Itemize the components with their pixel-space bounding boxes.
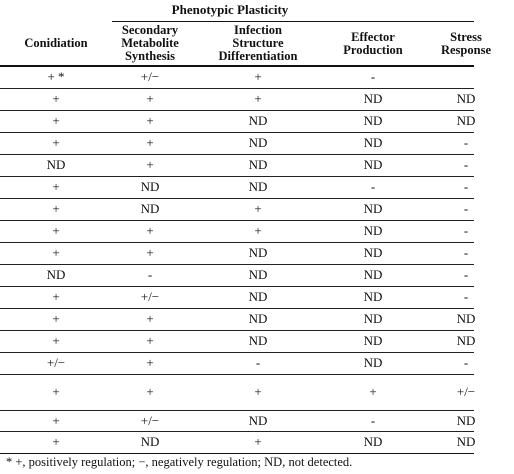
table-cell: ND xyxy=(363,201,383,216)
table-row xyxy=(0,286,474,309)
table-cell: ND xyxy=(363,434,383,449)
table-cell: ND xyxy=(363,91,383,106)
table-cell: + xyxy=(52,384,60,399)
table-cell: ND xyxy=(456,113,476,128)
table-cell: - xyxy=(463,289,469,304)
table-header xyxy=(0,22,491,65)
table-row xyxy=(0,431,474,454)
table-cell: ND xyxy=(456,333,476,348)
table-cell: ND xyxy=(363,267,383,282)
table-cell: - xyxy=(463,135,469,150)
header-infection-structure-differentiation: Infection Structure Differentiation xyxy=(218,23,298,63)
table-cell: ND xyxy=(363,355,383,370)
table-row xyxy=(0,132,474,155)
table-cell: +/− xyxy=(46,355,66,370)
table-cell: - xyxy=(370,69,376,84)
table-cell xyxy=(418,66,514,88)
table-cell: + xyxy=(52,289,60,304)
table-row xyxy=(0,374,474,411)
table-cell: ND xyxy=(46,267,66,282)
table-cell: + xyxy=(52,434,60,449)
table-cell: + xyxy=(254,201,262,216)
table-cell: ND xyxy=(248,135,268,150)
table-cell: + xyxy=(146,91,154,106)
table-cell: ND xyxy=(456,311,476,326)
table-row xyxy=(0,110,474,133)
table-cell: + xyxy=(52,311,60,326)
table-cell: - xyxy=(463,179,469,194)
table-cell: + * xyxy=(47,69,65,84)
table-cell: + xyxy=(254,384,262,399)
table-cell: ND xyxy=(248,289,268,304)
table-row xyxy=(0,154,474,177)
table-cell: + xyxy=(254,91,262,106)
table-cell: - xyxy=(463,201,469,216)
table-cell: ND xyxy=(140,201,160,216)
table-cell: ND xyxy=(363,289,383,304)
table-cell: +/− xyxy=(140,69,160,84)
table-cell: ND xyxy=(248,179,268,194)
table-cell: ND xyxy=(363,113,383,128)
table-cell: - xyxy=(370,179,376,194)
table-row xyxy=(0,88,474,111)
table-cell: ND xyxy=(140,434,160,449)
table-cell: + xyxy=(254,69,262,84)
table-cell: + xyxy=(52,412,60,428)
table-cell: + xyxy=(52,201,60,216)
table-cell: ND xyxy=(46,157,66,172)
group-title-text: Phenotypic Plasticity xyxy=(171,2,289,17)
table-cell: - xyxy=(463,157,469,172)
table-cell: + xyxy=(146,333,154,348)
table-cell: ND xyxy=(456,412,476,428)
table-cell: - xyxy=(147,267,153,282)
table-cell: + xyxy=(254,223,262,238)
table-cell: + xyxy=(146,245,154,260)
header-effector-production: Effector Production xyxy=(343,29,403,57)
table-row xyxy=(0,66,474,89)
table-cell: ND xyxy=(363,223,383,238)
table-cell: ND xyxy=(140,179,160,194)
table-cell: ND xyxy=(363,157,383,172)
header-conidiation: Conidiation xyxy=(24,36,88,50)
table-cell: + xyxy=(52,333,60,348)
table-cell: - xyxy=(255,355,261,370)
table-cell: ND xyxy=(248,333,268,348)
table-row xyxy=(0,242,474,265)
table-cell: ND xyxy=(248,113,268,128)
table-cell: ND xyxy=(363,135,383,150)
table-cell: + xyxy=(369,384,377,399)
table-cell: + xyxy=(52,245,60,260)
table-footnote: * +, positively regulation; −, negatively regulation; ND, not detected. xyxy=(6,455,353,469)
table-cell: + xyxy=(146,223,154,238)
table-row xyxy=(0,308,474,331)
table-row xyxy=(0,264,474,287)
table-cell: + xyxy=(146,113,154,128)
table-cell: + xyxy=(52,179,60,194)
table-row xyxy=(0,220,474,243)
table-cell: ND xyxy=(248,245,268,260)
table-cell: +/− xyxy=(456,384,476,399)
table-cell: ND xyxy=(248,311,268,326)
header-secondary-metabolite-synthesis: Secondary Metabolite Synthesis xyxy=(121,23,179,63)
table-cell: + xyxy=(146,157,154,172)
table-cell: - xyxy=(463,223,469,238)
table-cell: + xyxy=(146,355,154,370)
table-cell: ND xyxy=(363,245,383,260)
table-cell: ND xyxy=(363,333,383,348)
table-row xyxy=(0,410,474,432)
table-row xyxy=(0,352,474,375)
table-cell: + xyxy=(52,91,60,106)
table-row xyxy=(0,198,474,221)
table-cell: - xyxy=(463,267,469,282)
table-cell: + xyxy=(146,135,154,150)
header-stress-response: Stress Response xyxy=(440,29,491,57)
table-cell: +/− xyxy=(140,289,160,304)
table-cell: - xyxy=(463,245,469,260)
table-cell: +/− xyxy=(140,412,160,428)
table-cell: + xyxy=(146,311,154,326)
table-cell: - xyxy=(370,412,376,428)
table-cell: ND xyxy=(248,412,268,428)
table-row xyxy=(0,330,474,353)
table-cell: ND xyxy=(248,267,268,282)
table-cell: + xyxy=(52,113,60,128)
group-title xyxy=(0,0,474,20)
table-cell: ND xyxy=(456,91,476,106)
table-cell: + xyxy=(52,223,60,238)
table-cell: + xyxy=(146,384,154,399)
table-cell: ND xyxy=(248,157,268,172)
table-cell: ND xyxy=(363,311,383,326)
table-cell: + xyxy=(52,135,60,150)
table-cell: ND xyxy=(456,434,476,449)
table-cell: - xyxy=(463,355,469,370)
table-row xyxy=(0,176,474,199)
table-cell: + xyxy=(254,434,262,449)
